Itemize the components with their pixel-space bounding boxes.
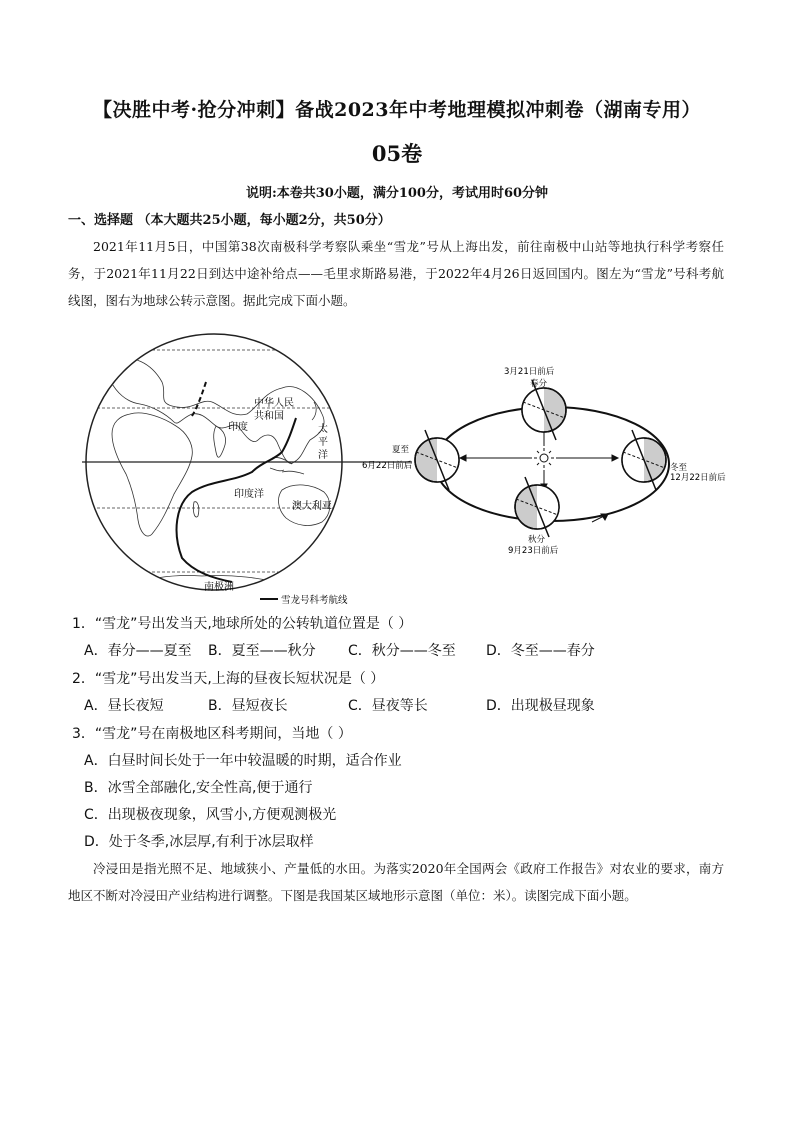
question-3-option-d[interactable]: D．处于冬季,冰层厚,有利于冰层取样 — [84, 834, 314, 850]
question-1-option-a[interactable]: A．春分——夏至 — [84, 643, 192, 659]
question-1-option-c[interactable]: C．秋分——冬至 — [348, 643, 456, 659]
earth-winter — [622, 430, 666, 490]
question-2-stem: 2．“雪龙”号出发当天,上海的昼夜长短状况是（ ） — [72, 671, 385, 687]
orbit-summer-date: 6月22日前后 — [362, 461, 413, 471]
map-legend: 雪龙号科考航线 — [281, 595, 348, 606]
orbit-summer: 夏至 — [392, 445, 410, 455]
map-label-pacific-2: 平 — [318, 437, 328, 448]
map-label-australia: 澳大利亚 — [292, 501, 332, 512]
map-label-pacific-3: 洋 — [318, 450, 328, 461]
question-2-option-c[interactable]: C．昼夜等长 — [348, 698, 428, 714]
question-2-options — [84, 695, 595, 715]
question-2-option-d[interactable]: D．出现极昼现象 — [486, 698, 595, 714]
section-heading: 一、选择题 （本大题共25小题，每小题2分，共50分） — [68, 213, 391, 228]
question-1-options — [84, 640, 595, 660]
exam-title: 【决胜中考·抢分冲刺】备战2023年中考地理模拟冲刺卷（湖南专用） — [93, 99, 701, 121]
question-2-option-a[interactable]: A．昼长夜短 — [84, 698, 164, 714]
question-1-stem: 1．“雪龙”号出发当天,地球所处的公转轨道位置是（ ） — [72, 616, 413, 632]
question-2-option-b[interactable]: B．昼短夜长 — [208, 698, 288, 714]
orbit-spring-date: 3月21日前后 — [504, 367, 555, 377]
map-label-china-2: 共和国 — [254, 411, 284, 422]
orbit-autumn-date: 9月23日前后 — [508, 546, 559, 556]
orbit-winter-date: 12月22日前后 — [670, 473, 726, 483]
orbit-winter: 冬至 — [670, 463, 688, 473]
earth-spring — [522, 380, 566, 440]
second-intro-paragraph: 冷浸田是指光照不足、地域狭小、产量低的水田。为落实2020年全国两会《政府工作报告》对农业的要求，南方地区不断对冷浸田产业结构进行调整。下图是我国某区域地形示意图（单位：米）。读图完成下面小题。 — [68, 861, 724, 903]
orbit-autumn: 秋分 — [528, 535, 546, 545]
question-3-option-a[interactable]: A．白昼时间长处于一年中较温暖的时期，适合作业 — [84, 753, 402, 769]
map-label-indian-ocean: 印度洋 — [234, 489, 264, 500]
earth-autumn — [515, 477, 559, 537]
sun-icon — [534, 448, 554, 468]
question-1-option-b[interactable]: B．夏至——秋分 — [208, 643, 316, 659]
map-label-china: 中华人民 — [254, 398, 294, 409]
map-label-pacific-1: 太 — [318, 424, 328, 435]
map-label-antarctica: 南极洲 — [204, 582, 234, 593]
question-1-option-d[interactable]: D．冬至——春分 — [486, 643, 595, 659]
map-label-india: 印度 — [228, 422, 248, 433]
question-3-stem: 3．“雪龙”号在南极地区科考期间，当地（ ） — [72, 726, 352, 742]
earth-summer — [415, 430, 459, 490]
question-3-option-b[interactable]: B．冰雪全部融化,安全性高,便于通行 — [84, 780, 313, 796]
intro-paragraph: 2021年11月5日，中国第38次南极科学考察队乘坐“雪龙”号从上海出发，前往南极中山站等地执行科学考察任务，于2021年11月22日到达中途补给点——毛里求斯路易港，于2022年4月26日返回国内。图左为“雪龙”号科考航线图，图右为地球公转示意图。据此完成下面小题。 — [68, 239, 724, 308]
orbit-spring: 春分 — [530, 379, 548, 389]
exam-note: 说明:本卷共30小题，满分100分，考试用时60分钟 — [245, 186, 549, 201]
orbit-diagram — [362, 362, 726, 562]
question-3-option-c[interactable]: C．出现极夜现象，风雪小,方便观测极光 — [84, 807, 337, 823]
exam-subtitle: 05卷 — [371, 141, 423, 166]
